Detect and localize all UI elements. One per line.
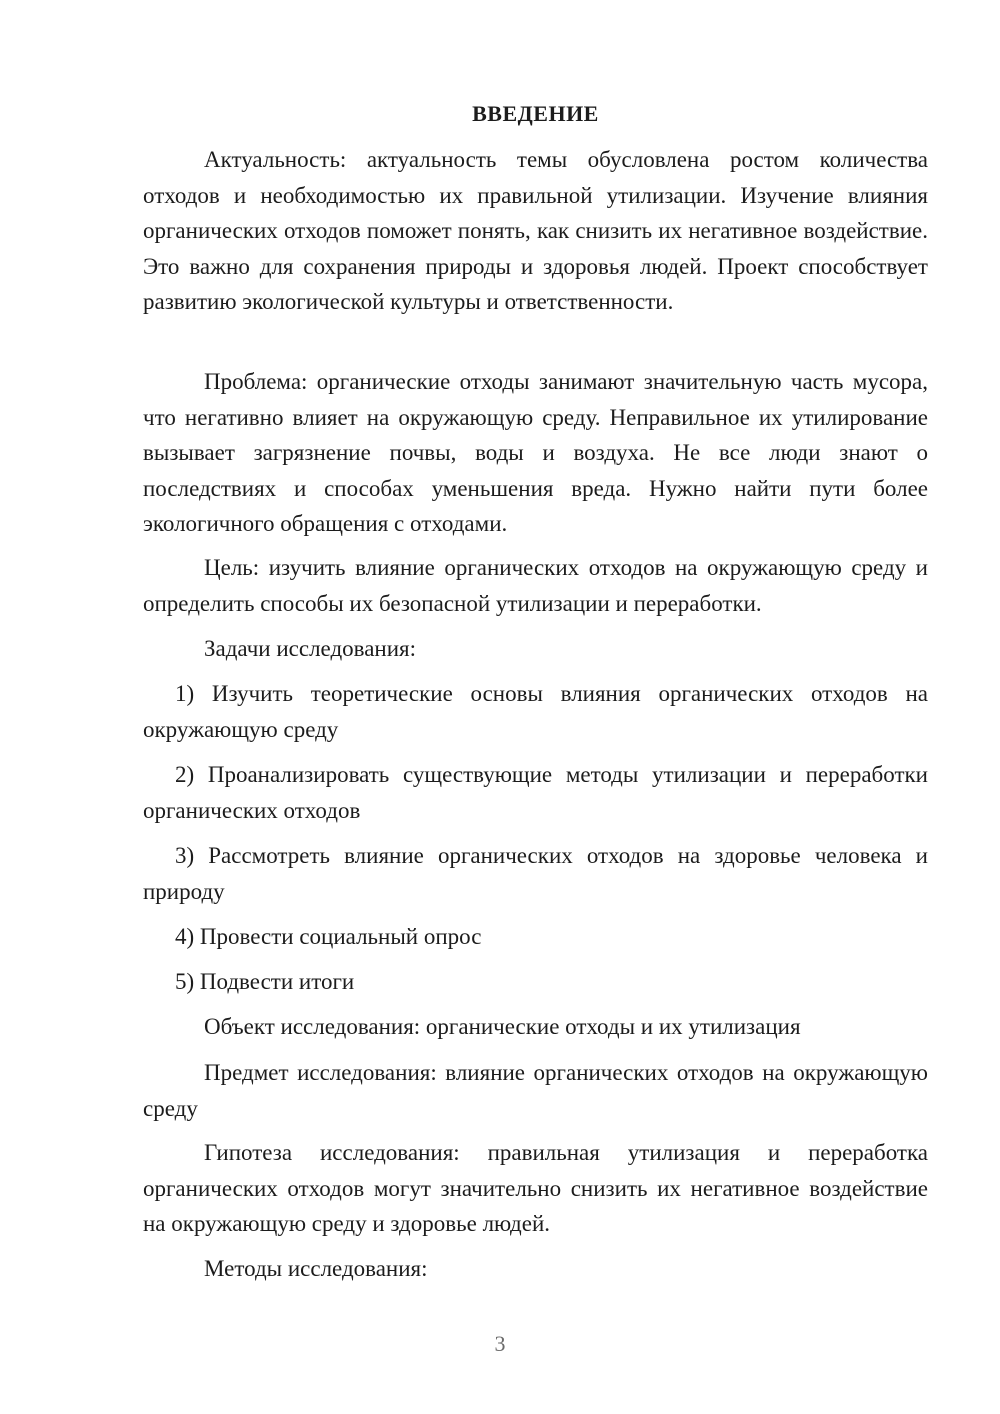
actuality-paragraph: Актуальность: актуальность темы обусловлена ростом количества отходов и необходимостью их правильной утилизации. Изучение влияния органических отходов поможет понять, как снизить их негативное воздействие. Это важно для сохранения природы и здоровья людей. Проект способствует развитию экологической культуры и ответственности. (143, 147, 928, 314)
task-item-3: 3) Рассмотреть влияние органических отходов на здоровье человека и природу (143, 843, 928, 904)
object-paragraph: Объект исследования: органические отходы и их утилизация (204, 1014, 801, 1039)
page-number: 3 (494, 1331, 506, 1356)
hypothesis-paragraph: Гипотеза исследования: правильная утилизация и переработка органических отходов могут значительно снизить их негативное воздействие на окружающую среду и здоровье людей. (143, 1140, 928, 1236)
subject-paragraph: Предмет исследования: влияние органических отходов на окружающую среду (143, 1060, 928, 1121)
problem-paragraph: Проблема: органические отходы занимают значительную часть мусора, что негативно влияет на окружающую среду. Неправильное их утилирование вызывает загрязнение почвы, воды и воздуха. Не все люди знают о последствиях и способах уменьшения вреда. Нужно найти пути более экологичного обращения с отходами. (143, 369, 928, 536)
section-title: ВВЕДЕНИЕ (472, 101, 599, 126)
task-item-2: 2) Проанализировать существующие методы утилизации и переработки органических отходов (143, 762, 928, 823)
task-item-4: 4) Провести социальный опрос (175, 924, 482, 949)
task-item-5: 5) Подвести итоги (175, 969, 355, 994)
tasks-heading: Задачи исследования: (204, 636, 417, 661)
goal-paragraph: Цель: изучить влияние органических отходов на окружающую среду и определить способы их безопасной утилизации и переработки. (143, 555, 928, 616)
methods-heading: Методы исследования: (204, 1256, 428, 1281)
task-item-1: 1) Изучить теоретические основы влияния органических отходов на окружающую среду (143, 681, 928, 742)
